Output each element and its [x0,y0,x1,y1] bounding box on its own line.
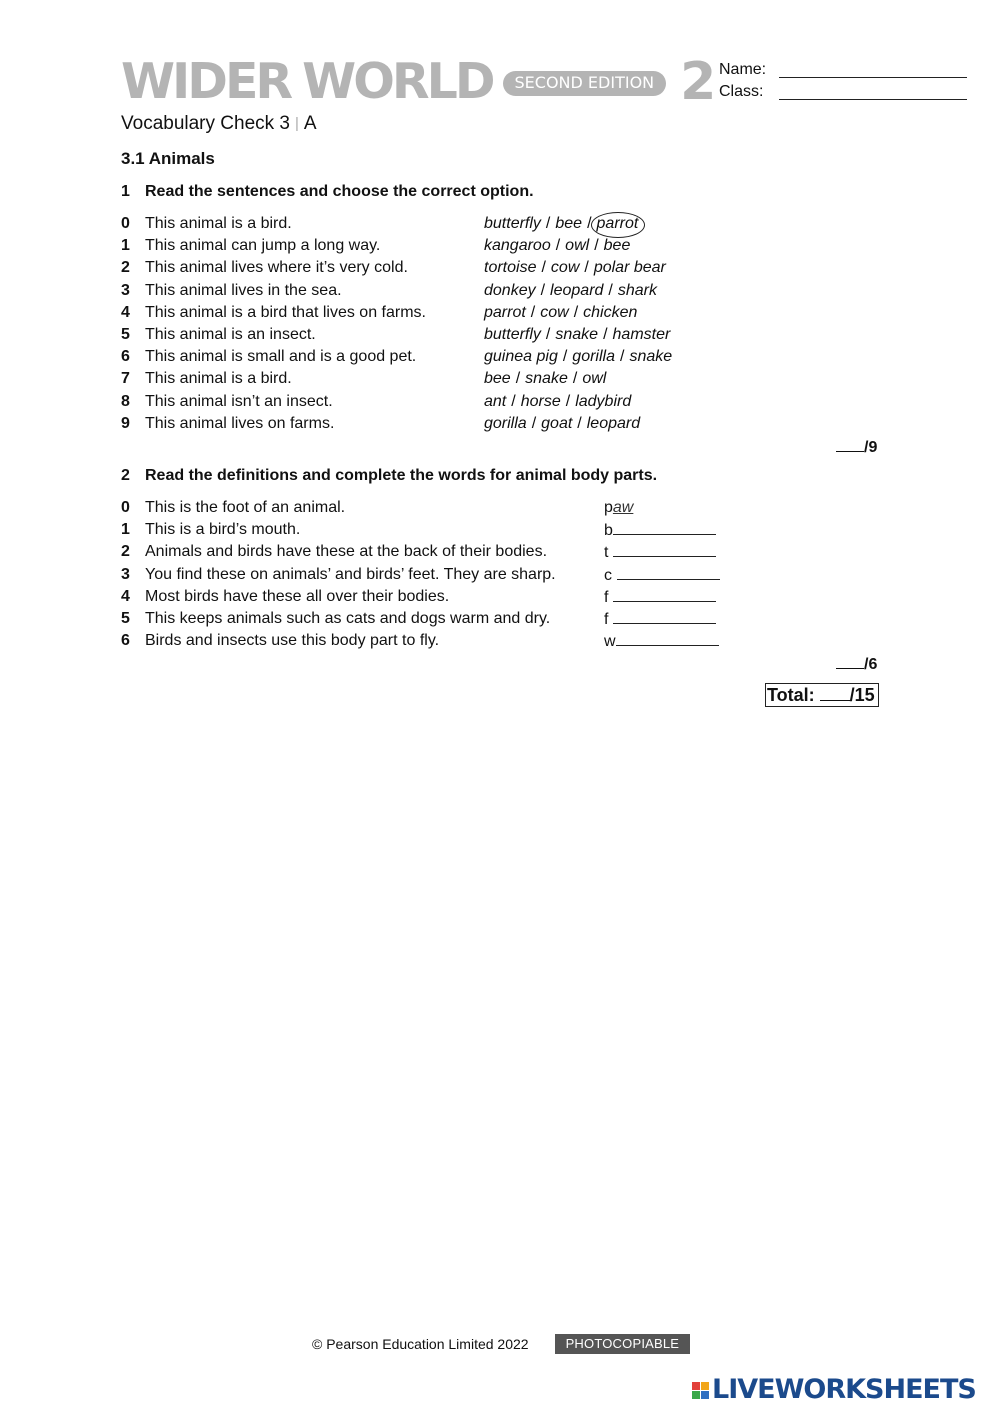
item-number: 6 [121,348,130,366]
item-options [484,257,666,279]
exercise2-item [121,630,881,652]
item-sentence: This animal is a bird that lives on farms. [145,303,426,321]
exercise1-item [121,280,881,302]
option-choice[interactable]: donkey [484,281,536,299]
exercise2-item [121,608,881,630]
exercise1-item [121,413,881,435]
exercise2-item [121,586,881,608]
option-choice[interactable]: butterfly [484,326,541,343]
option-separator: / [531,414,537,432]
option-choice[interactable]: bee [484,370,511,388]
exercise1-item [121,368,881,390]
item-definition: Birds and insects use this body part to fly. [145,632,440,650]
item-options [484,213,638,235]
option-choice[interactable]: shark [617,281,657,299]
exercise1-instruction [121,181,821,203]
logo-square-3 [692,1391,700,1399]
option-separator: / [594,237,599,255]
exercise2-item [121,541,881,563]
item-number: 9 [121,414,130,432]
option-separator: / [619,348,625,366]
option-choice[interactable]: ladybird [575,392,632,410]
item-options [484,235,630,257]
exercise1-item [121,346,881,368]
item-number: 2 [121,259,130,277]
item-number: 7 [121,370,130,388]
item-definition: This is a bird’s mouth. [145,521,301,539]
option-separator: / [572,370,578,388]
subtitle-separator: | [295,115,299,132]
answer-blank[interactable] [616,630,719,646]
answer-blank[interactable] [617,564,720,580]
logo-square-4 [701,1391,709,1399]
item-options [484,368,606,390]
item-number: 8 [121,392,130,410]
edition-badge: SECOND EDITION [503,71,667,96]
logo-square-1 [692,1382,700,1390]
photocopiable-badge: PHOTOCOPIABLE [555,1334,691,1354]
item-number: 0 [121,215,130,232]
section-heading: 3.1 Animals [121,149,215,168]
item-options [484,413,640,435]
item-definition: Animals and birds have these at the back of their bodies. [145,543,548,561]
option-choice[interactable]: parrot [484,303,526,321]
exercise2-item [121,519,881,541]
exercise1-item [121,302,881,324]
item-sentence: This animal is a bird. [145,370,292,388]
logo-word-wider: WIDER [121,53,291,110]
item-sentence: This animal is a bird. [145,215,292,232]
option-choice-selected[interactable]: parrot [596,215,639,232]
first-letter: w [604,633,616,651]
option-separator: / [573,303,579,321]
exercise1-item [121,324,881,346]
item-definition: Most birds have these all over their bodies. [145,587,450,605]
item-number: 0 [121,499,130,516]
copyright-notice: © Pearson Education Limited 2022 [312,1336,529,1352]
item-number: 2 [121,543,130,561]
total-score-box [765,683,879,707]
item-number: 3 [121,565,130,583]
item-options [484,302,637,324]
option-choice[interactable]: chicken [583,303,638,321]
exercise1-item [121,257,881,279]
liveworksheets-logo-icon [692,1382,709,1399]
item-number: 6 [121,632,130,650]
exercise2-item [121,497,881,519]
option-choice[interactable]: butterfly [484,215,541,232]
item-sentence: This animal lives in the sea. [145,281,342,299]
option-separator: / [562,348,568,366]
option-choice[interactable]: horse [520,392,561,410]
liveworksheets-wordmark: LIVEWORKSHEETS [712,1374,976,1405]
answer-blank[interactable] [613,541,716,557]
exercise1-score [836,436,877,459]
level-number: 2 [680,52,717,112]
item-number: 5 [121,610,130,627]
item-number: 1 [121,521,130,539]
word-answer [604,608,716,631]
item-options [484,346,672,368]
exercise2-instruction-text: Read the definitions and complete the words for animal body parts. [145,467,658,484]
logo-square-2 [701,1382,709,1390]
option-choice[interactable]: leopard [586,414,641,432]
option-separator: / [541,259,546,277]
name-field[interactable] [779,60,967,78]
liveworksheets-brand [692,1374,976,1406]
answer-blank[interactable] [613,519,716,535]
word-answer [604,519,716,542]
item-number: 5 [121,326,130,343]
exercise1-item [121,213,881,235]
total-label: Total: [767,685,815,705]
answer-blank[interactable] [613,586,716,602]
item-sentence: This animal can jump a long way. [145,237,381,255]
option-separator: / [565,392,571,410]
option-separator: / [515,370,521,388]
option-separator: / [511,392,516,410]
item-sentence: This animal lives where it’s very cold. [145,259,408,277]
item-options [484,324,670,346]
item-number: 1 [121,237,130,255]
option-choice[interactable]: tortoise [484,259,537,277]
option-choice[interactable]: kangaroo [484,237,551,255]
first-letter: f [604,588,609,606]
option-separator: / [540,281,546,299]
option-separator: / [530,303,536,321]
circled-option[interactable] [597,215,639,232]
word-answer [604,586,716,609]
option-choice[interactable]: goat [541,414,573,432]
exercise2-score-max: /6 [864,656,878,673]
subtitle-version: A [303,113,317,134]
word-answer [604,497,633,519]
subtitle-main: Vocabulary Check 3 [121,113,290,134]
option-choice[interactable]: hamster [612,326,671,343]
option-choice[interactable]: guinea pig [484,348,558,366]
exercise2-number: 2 [121,467,130,484]
option-choice[interactable]: snake [525,370,568,388]
answer-blank[interactable] [613,608,716,624]
option-choice[interactable]: ant [484,392,507,410]
page-subtitle [121,112,317,137]
item-definition: This keeps animals such as cats and dogs warm and dry. [145,610,551,627]
exercise1-item [121,235,881,257]
item-definition: This is the foot of an animal. [145,499,346,516]
option-separator: / [577,414,582,432]
option-choice[interactable]: snake [629,348,673,366]
item-sentence: This animal is small and is a good pet. [145,348,417,366]
item-options [484,391,631,413]
option-separator: / [584,259,589,277]
option-choice[interactable]: cow [540,303,569,321]
option-choice[interactable]: leopard [550,281,604,299]
first-letter: b [604,522,613,540]
option-separator: / [603,326,608,343]
option-separator: / [587,215,592,232]
item-sentence: This animal lives on farms. [145,414,335,432]
option-choice[interactable]: bee [603,237,631,255]
option-choice[interactable]: polar bear [593,259,666,277]
first-letter: c [604,566,612,584]
first-letter: f [604,611,609,628]
option-choice[interactable]: gorilla [572,348,615,366]
item-definition: You find these on animals’ and birds’ feet. They are sharp. [145,565,556,583]
exercise2-score-blank[interactable] [836,653,864,669]
exercise2-item [121,564,881,586]
circle-mark-icon [591,212,645,238]
footer [312,1334,690,1354]
option-choice[interactable]: gorilla [484,414,527,432]
item-number: 4 [121,303,130,321]
item-sentence: This animal isn’t an insect. [145,392,333,410]
option-choice[interactable]: cow [550,259,580,277]
total-max: /15 [849,685,875,705]
exercise1-score-max: /9 [864,439,878,456]
word-answer [604,564,720,587]
option-separator: / [545,215,551,232]
logo-word-world: WORLD [302,53,493,110]
name-label: Name: [719,61,767,78]
word-answer [604,630,719,653]
option-choice[interactable]: owl [582,370,607,388]
exercise1-instruction-text: Read the sentences and choose the correct option. [145,183,534,200]
item-options [484,280,657,302]
option-choice[interactable]: bee [555,215,583,232]
class-field[interactable] [779,82,967,100]
exercise1-score-blank[interactable] [836,436,864,452]
item-number: 3 [121,281,130,299]
total-score-blank[interactable] [820,684,850,701]
item-sentence: This animal is an insect. [145,326,316,343]
option-separator: / [608,281,613,299]
option-separator: / [545,326,551,343]
first-letter: p [604,499,613,516]
class-label: Class: [719,83,764,100]
item-number: 4 [121,587,130,605]
example-answer: aw [612,499,634,516]
first-letter: t [604,544,609,562]
option-choice[interactable]: snake [555,326,599,343]
exercise2-score [836,653,877,676]
option-choice[interactable]: owl [565,237,590,255]
exercise1-item [121,391,881,413]
option-separator: / [555,237,561,255]
wider-world-logo [121,54,716,110]
exercise1-number: 1 [121,183,130,200]
exercise2-instruction [121,465,821,487]
word-answer [604,541,716,564]
